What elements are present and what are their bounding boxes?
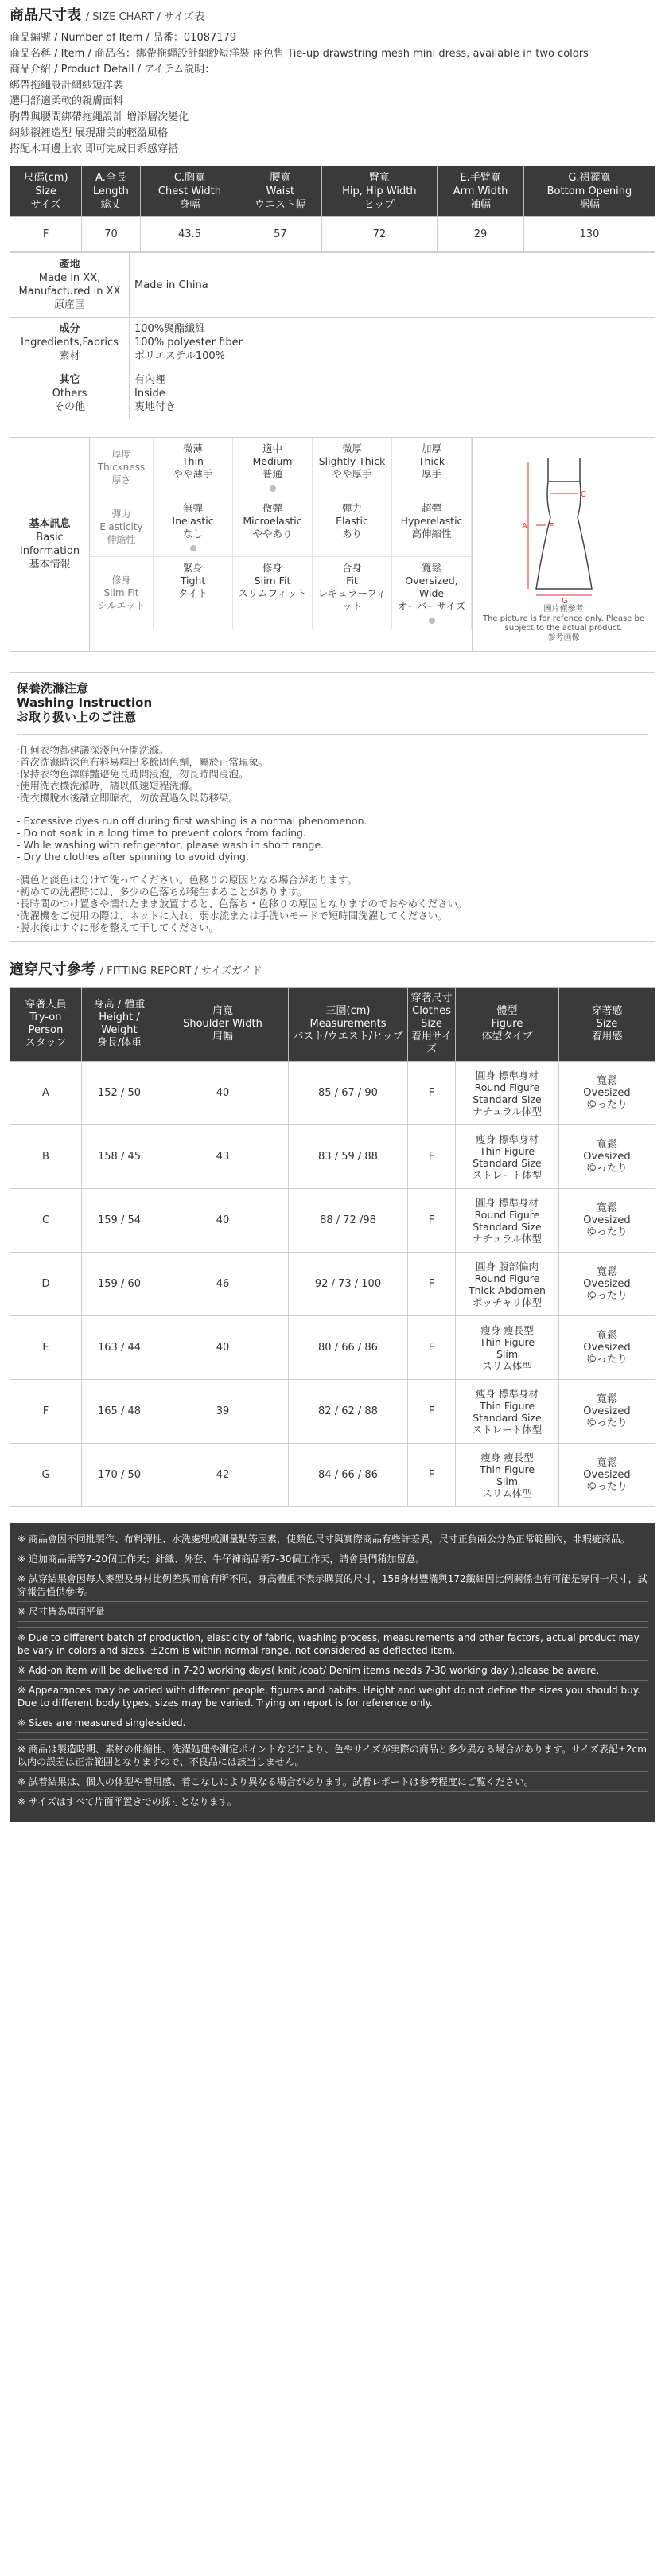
height-weight-cell: 152 / 50 — [82, 1062, 158, 1125]
table-row — [10, 1125, 655, 1189]
washing-list-jp: ‧濃色と淡色は分けて洗ってください。色移りの原因となる場合があります。 ‧初めての洗濯時には、多少の色落ちが発生することがあります。 ‧長時間のつけ置きや濡れたまま放置すると、色落ち・色移りの原因となりますのでおやめください。 ‧洗濯機をご使用の際は、ネットに入れ、弱水流または手洗いモードで短時間洗濯してください。 ‧脱水後はすぐに形を整えて干してください。 — [17, 874, 468, 933]
feel-cell: 寬鬆 Ovesized ゆったり — [559, 1316, 655, 1380]
notes — [10, 1523, 655, 1822]
fit-option: 寬鬆 Oversized, Wide オーバーサイズ — [392, 557, 472, 629]
shoulder-cell: 43 — [158, 1125, 289, 1189]
diagram-label-c: C — [580, 490, 586, 499]
info-line: 綁帶拖繩設計網紗短洋裝 — [10, 80, 124, 92]
origin-row — [10, 253, 655, 318]
size-cell: F — [10, 217, 82, 252]
others-row — [10, 368, 655, 419]
table-row — [10, 1444, 655, 1507]
selected-dot-icon — [190, 545, 196, 551]
thickness-row — [90, 438, 472, 497]
person-cell: F — [10, 1380, 82, 1444]
height-weight-cell: 159 / 60 — [82, 1253, 158, 1316]
bottom-cell: 130 — [523, 217, 655, 252]
height-weight-cell: 170 / 50 — [82, 1444, 158, 1507]
height-weight-cell: 163 / 44 — [82, 1316, 158, 1380]
waist-cell: 57 — [239, 217, 322, 252]
fit-option: 修身 Slim Fit スリムフィット — [233, 557, 313, 629]
size-header: 尺碼(cm) Size サイズ — [10, 166, 82, 217]
height-weight-cell: 159 / 54 — [82, 1189, 158, 1253]
note-item: ※ Sizes are measured single-sided. — [18, 1713, 648, 1733]
length-header: A.全長 Length 総丈 — [82, 166, 141, 217]
size-table — [10, 166, 655, 252]
feel-cell: 寬鬆 Ovesized ゆったり — [559, 1189, 655, 1253]
length-cell: 70 — [82, 217, 141, 252]
info-line: 商品編號 / Number of Item / 品番：01087179 — [10, 32, 237, 44]
figure-cell: 瘦身 標準身材 Thin Figure Standard Size ストレート体型 — [456, 1125, 559, 1189]
height-weight-cell: 165 / 48 — [82, 1380, 158, 1444]
figure-cell: 瘦身 標準身材 Thin Figure Standard Size ストレート体型 — [456, 1380, 559, 1444]
info-line: 胸帶與腰間綁帶拖繩設計 增添層次變化 — [10, 111, 189, 123]
others-value: 有內裡 Inside 裏地付き — [130, 368, 655, 419]
measurements-cell: 80 / 66 / 86 — [289, 1316, 408, 1380]
others-label: 其它 Others その他 — [10, 368, 130, 419]
dress-diagram — [472, 438, 655, 651]
fit-head: 修身 Slim Fit シルエット — [90, 557, 154, 629]
page-title: 商品尺寸表 / SIZE CHART / サイズ表 — [10, 7, 204, 24]
origin-label: 產地 Made in XX, Manufactured in XX 原産国 — [10, 253, 130, 318]
diagram-note: 圖片僅參考 The picture is for refence only. Please be subject to the actual product. 参考画像 — [482, 605, 645, 642]
bottom-header: G.裙襬寬 Bottom Opening 裾幅 — [523, 166, 655, 217]
note-item: ※ Appearances may be varied with different people, figures and habits. Height and weight do not define the sizes you should buy. Due to different body types, sizes may be varied. Trying on report is for reference only. — [18, 1681, 648, 1713]
origin-value: Made in China — [130, 253, 655, 318]
measurements-header: 三圍(cm) Measurements バスト/ウエスト/ヒップ — [289, 988, 408, 1062]
thickness-option: 適中 Medium 普通 — [233, 438, 313, 497]
hip-header: 臀寬 Hip, Hip Width ヒップ — [321, 166, 438, 217]
feel-header: 穿著感 Size 着用感 — [559, 988, 655, 1062]
shoulder-cell: 46 — [158, 1253, 289, 1316]
elasticity-head: 彈力 Elasticity 伸縮性 — [90, 497, 154, 556]
height-weight-cell: 158 / 45 — [82, 1125, 158, 1189]
thickness-option: 加厚 Thick 厚手 — [392, 438, 472, 497]
elasticity-option: 微彈 Microelastic ややあり — [233, 497, 313, 556]
note-item: ※ 尺寸皆為單面平量 — [18, 1602, 648, 1622]
table-row — [10, 1189, 655, 1253]
measurements-cell: 84 / 66 / 86 — [289, 1444, 408, 1507]
clothes-size-cell: F — [408, 1444, 456, 1507]
elasticity-option: 超彈 Hyperelastic 高伸縮性 — [392, 497, 472, 556]
selected-dot-icon — [429, 618, 435, 624]
shoulder-cell: 40 — [158, 1189, 289, 1253]
chest-cell: 43.5 — [140, 217, 239, 252]
clothes-size-cell: F — [408, 1062, 456, 1125]
note-item: ※ サイズはすべて片面平置きでの採寸となります。 — [18, 1796, 237, 1807]
clothes-size-cell: F — [408, 1380, 456, 1444]
height-weight-header: 身高 / 體重 Height / Weight 身長/体重 — [82, 988, 158, 1062]
header — [0, 0, 665, 158]
basic-info-label: 基本訊息 Basic Information 基本情報 — [10, 438, 90, 651]
figure-cell: 圓身 標準身材 Round Figure Standard Size ナチュラル体型 — [456, 1062, 559, 1125]
thickness-option: 微厚 Slightly Thick やや厚手 — [313, 438, 392, 497]
info-line: 商品名稱 / Item / 商品名：綁帶拖繩設計網紗短洋裝 兩色售 Tie-up drawstring mesh mini dress, available in two colors — [10, 48, 589, 60]
diagram-label-a: A — [521, 522, 527, 531]
fitting-title: 適穿尺寸參考 / FITTING REPORT / サイズガイド — [10, 961, 262, 978]
info-line: 商品介紹 / Product Detail / アイテム説明： — [10, 64, 216, 76]
fit-option: 合身 Fit レギュラーフィット — [313, 557, 392, 629]
arm-cell: 29 — [438, 217, 524, 252]
materials-table — [10, 252, 655, 419]
info-line: 選用舒適柔軟的親膚面料 — [10, 95, 124, 107]
measurements-cell: 88 / 72 /98 — [289, 1189, 408, 1253]
clothes-size-header: 穿著尺寸 Clothes Size 着用サイズ — [408, 988, 456, 1062]
product-info — [10, 30, 655, 158]
person-cell: C — [10, 1189, 82, 1253]
washing-list-cn: ‧任何衣物都建議深淺色分開洗滌。 ‧首次洗滌時深色布料易釋出多餘固色劑，屬於正常現象。 ‧保持衣物色澤鮮豔避免長時間浸泡，勿長時間浸泡。 ‧使用洗衣機洗滌時，請以低速短程洗滌。 ‧洗衣機脫水後請立即晾衣，勿放置過久以防移染。 — [17, 744, 269, 804]
diagram-label-g: G — [561, 597, 568, 605]
fitting-table — [10, 987, 655, 1507]
washing-list-en: - Excessive dyes run off during first washing is a normal phenomenon. - Do not soak in a long time to prevent colors from fading. - While washing with refrigerator, please wash in short range. - Dry the clothes after spinning to avoid dying. — [17, 815, 368, 863]
table-row — [10, 1062, 655, 1125]
note-item: ※ Add-on item will be delivered in 7-20 working days( knit /coat/ Denim items needs 7-30 working day ),please be aware. — [18, 1661, 648, 1681]
person-cell: D — [10, 1253, 82, 1316]
note-item: ※ Due to different batch of production, elasticity of fabric, washing process, measurements and other factors, actual product may be vary in colors and sizes. ±2cm is within normal range, not considered as deflected item. — [18, 1628, 648, 1661]
table-row — [10, 1380, 655, 1444]
fabric-row — [10, 318, 655, 368]
measurements-cell: 82 / 62 / 88 — [289, 1380, 408, 1444]
person-cell: G — [10, 1444, 82, 1507]
clothes-size-cell: F — [408, 1253, 456, 1316]
dress-sketch-icon — [504, 446, 624, 605]
shoulder-cell: 40 — [158, 1316, 289, 1380]
selected-dot-icon — [270, 485, 276, 492]
hip-cell: 72 — [321, 217, 438, 252]
person-header: 穿著人員 Try-on Person スタッフ — [10, 988, 82, 1062]
arm-header: E.手臂寬 Arm Width 袖幅 — [438, 166, 524, 217]
figure-cell: 圓身 腹部偏肉 Round Figure Thick Abdomen ポッチャリ体型 — [456, 1253, 559, 1316]
figure-cell: 圓身 標準身材 Round Figure Standard Size ナチュラル体型 — [456, 1189, 559, 1253]
feel-cell: 寬鬆 Ovesized ゆったり — [559, 1253, 655, 1316]
clothes-size-cell: F — [408, 1189, 456, 1253]
figure-cell: 瘦身 瘦長型 Thin Figure Slim スリム体型 — [456, 1444, 559, 1507]
shoulder-header: 肩寬 Shoulder Width 肩幅 — [158, 988, 289, 1062]
note-item: ※ 試着結果は、個人の体型や着用感、着こなしにより異なる場合があります。試着レポートは参考程度にご覧ください。 — [18, 1772, 648, 1792]
figure-header: 體型 Figure 体型タイプ — [456, 988, 559, 1062]
feel-cell: 寬鬆 Ovesized ゆったり — [559, 1062, 655, 1125]
thickness-option: 微薄 Thin やや薄手 — [154, 438, 233, 497]
washing-title: 保養洗滌注意 Washing Instruction お取り扱い上のご注意 — [17, 681, 153, 724]
feel-cell: 寬鬆 Ovesized ゆったり — [559, 1380, 655, 1444]
washing-instruction — [10, 672, 655, 942]
fabric-value: 100%聚酯纖維 100% polyester fiber ポリエステル100% — [130, 318, 655, 368]
diagram-label-e: E — [548, 522, 554, 531]
feel-cell: 寬鬆 Ovesized ゆったり — [559, 1444, 655, 1507]
feel-cell: 寬鬆 Ovesized ゆったり — [559, 1125, 655, 1189]
note-item: ※ 商品會因不同批製作、布料彈性、水洗處理或測量點等因素，使顏色尺寸與實際商品有些許差異，尺寸正負兩公分為正常範圍內，非瑕疵商品。 — [18, 1530, 648, 1549]
measurements-cell: 85 / 67 / 90 — [289, 1062, 408, 1125]
note-item: ※ 追加商品需等7-20個工作天；針織、外套、牛仔褲商品需7-30個工作天，請會員們稍加留意。 — [18, 1549, 648, 1569]
fabric-label: 成分 Ingredients,Fabrics 素材 — [10, 318, 130, 368]
note-item: ※ 商品は製造時期、素材の伸縮性、洗濯処理や測定ポイントなどにより、色やサイズが実際の商品と多少異なる場合があります。サイズ表記±2cm以内の誤差は正常範囲となりますので、不良品には該当しません。 — [18, 1740, 648, 1772]
table-row — [10, 217, 655, 252]
table-row — [10, 1316, 655, 1380]
person-cell: A — [10, 1062, 82, 1125]
shoulder-cell: 40 — [158, 1062, 289, 1125]
fit-row — [90, 557, 472, 629]
thickness-head: 厚度 Thickness 厚さ — [90, 438, 154, 497]
elasticity-option: 無彈 Inelastic なし — [154, 497, 233, 556]
person-cell: B — [10, 1125, 82, 1189]
clothes-size-cell: F — [408, 1316, 456, 1380]
figure-cell: 瘦身 瘦長型 Thin Figure Slim スリム体型 — [456, 1316, 559, 1380]
elasticity-option: 彈力 Elastic あり — [313, 497, 392, 556]
person-cell: E — [10, 1316, 82, 1380]
fit-option: 緊身 Tight タイト — [154, 557, 233, 629]
info-line: 搭配木耳邊上衣 即可完成日系感穿搭 — [10, 143, 179, 155]
shoulder-cell: 39 — [158, 1380, 289, 1444]
waist-header: 腰寬 Waist ウエスト幅 — [239, 166, 322, 217]
measurements-cell: 92 / 73 / 100 — [289, 1253, 408, 1316]
note-item: ※ 試穿結果會因每人麥型及身材比例差異而會有所不同，身高體重不表示購買的尺寸，158身材豐滿與172纖細因比例關係也有可能是穿同一尺寸，試穿報告僅供參考。 — [18, 1569, 648, 1602]
measurements-cell: 83 / 59 / 88 — [289, 1125, 408, 1189]
chest-header: C.胸寬 Chest Width 身幅 — [140, 166, 239, 217]
elasticity-row — [90, 497, 472, 557]
shoulder-cell: 42 — [158, 1444, 289, 1507]
basic-info — [10, 437, 655, 652]
basic-info-grid — [90, 438, 472, 651]
info-line: 網紗襯裡造型 展現甜美的輕盈風格 — [10, 127, 169, 139]
clothes-size-cell: F — [408, 1125, 456, 1189]
table-row — [10, 1253, 655, 1316]
